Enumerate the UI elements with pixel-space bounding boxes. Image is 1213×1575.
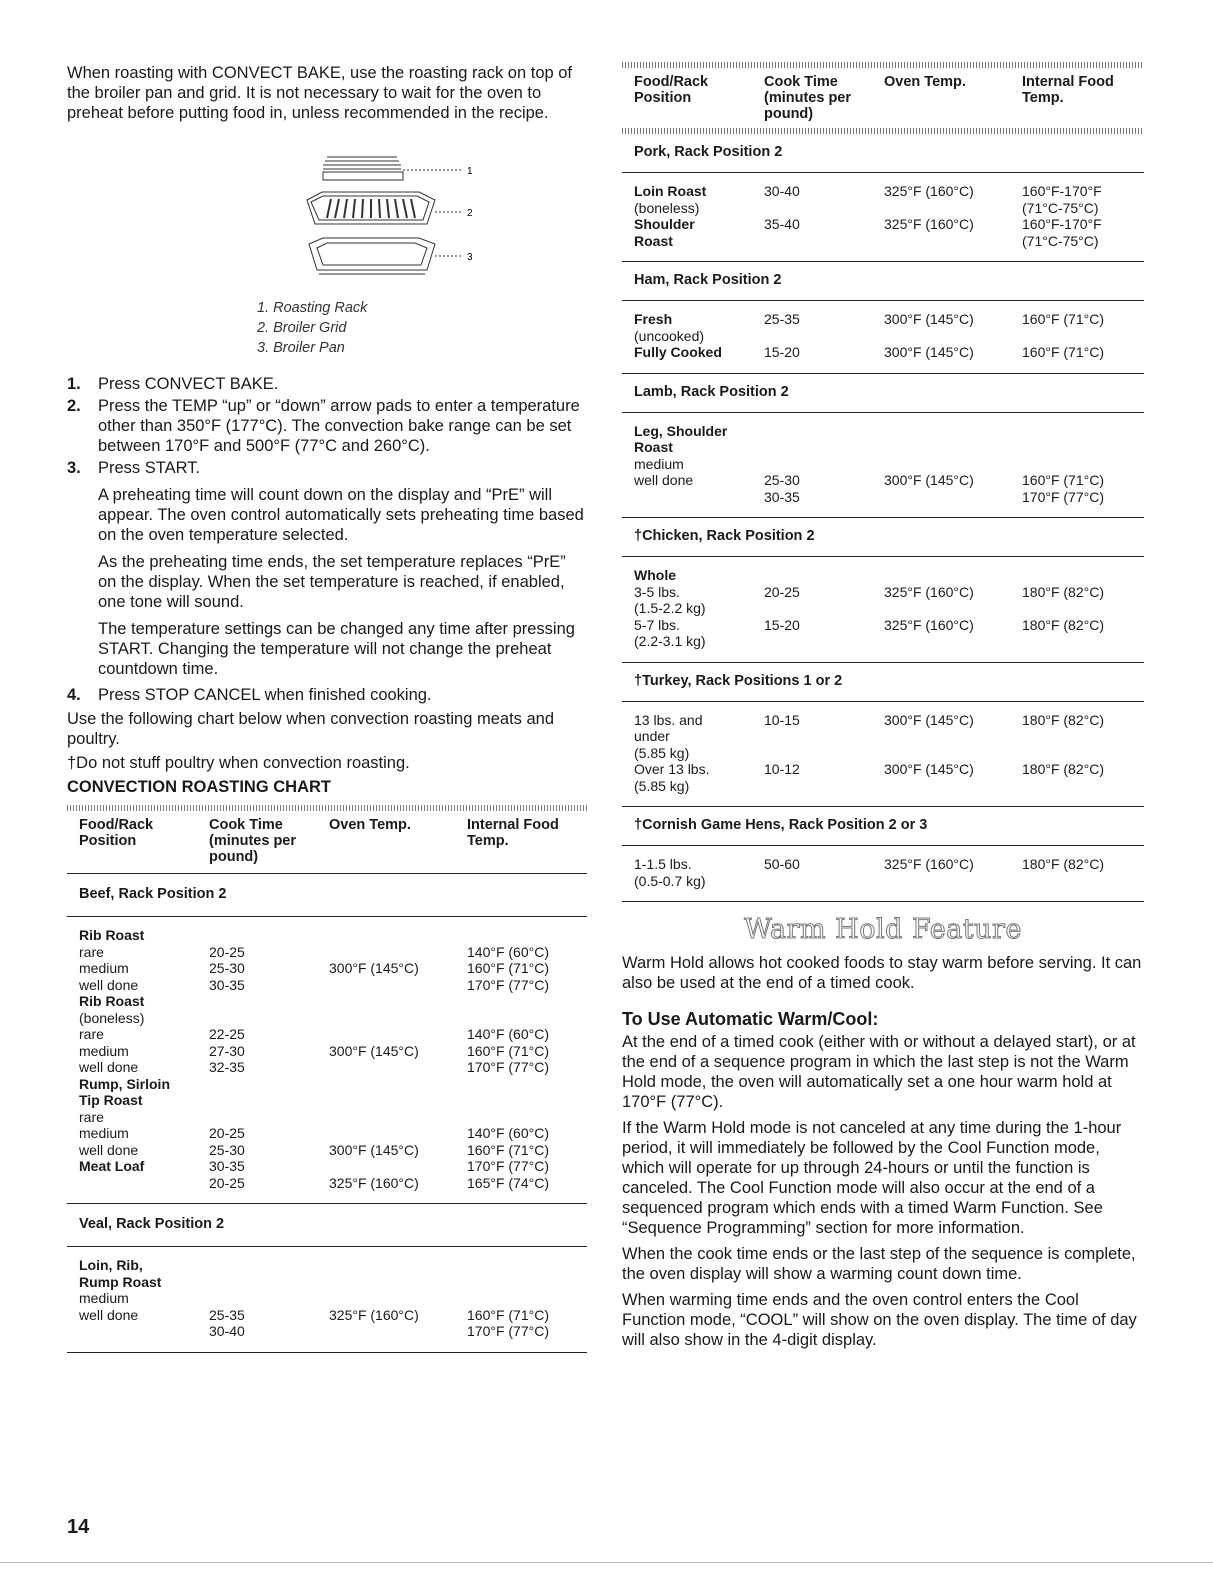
cell-food: Fresh bbox=[634, 311, 673, 327]
cell-cook-time bbox=[209, 927, 329, 944]
table-row bbox=[79, 1290, 587, 1307]
cell-internal-temp: 140°F (60°C) bbox=[467, 1125, 550, 1141]
caption-broiler-pan: 3. Broiler Pan bbox=[257, 340, 345, 356]
table-row bbox=[79, 1257, 587, 1274]
cell-internal-temp: 180°F (82°C) bbox=[1022, 856, 1105, 872]
cell-internal-temp: 170°F (77°C) bbox=[467, 1059, 550, 1075]
cell-food: Shoulder bbox=[634, 216, 695, 232]
cell-oven-temp bbox=[884, 200, 1022, 217]
cell-cook-time: 20-25 bbox=[209, 1174, 245, 1191]
cell-food: under bbox=[634, 728, 670, 744]
section-title: †Chicken, Rack Position 2 bbox=[622, 518, 1144, 557]
cell-food: rare bbox=[79, 1026, 104, 1042]
table-row bbox=[634, 600, 1144, 617]
section-title: Veal, Rack Position 2 bbox=[67, 1204, 587, 1247]
warm-hold-intro: Warm Hold allows hot cooked foods to stay warm before serving. It can also be used at the end of a timed cook. bbox=[622, 954, 1142, 992]
cell-food: rare bbox=[79, 1108, 104, 1125]
cell-food: medium bbox=[79, 1290, 129, 1306]
cell-cook-time bbox=[209, 1290, 329, 1307]
cell-internal-temp: 160°F (71°C) bbox=[1022, 472, 1105, 488]
step-2 bbox=[67, 396, 587, 456]
cell-food bbox=[634, 489, 764, 506]
header-oven-temp: Oven Temp. bbox=[329, 817, 411, 833]
step-text: Press START. bbox=[98, 459, 201, 477]
cell-cook-time: 20-25 bbox=[209, 943, 245, 960]
cell-cook-time bbox=[764, 200, 884, 217]
table-row bbox=[634, 200, 1144, 217]
cell-food: well done bbox=[79, 1306, 139, 1323]
cell-oven-temp bbox=[884, 439, 1022, 456]
section-title: Ham, Rack Position 2 bbox=[622, 262, 1144, 301]
cell-food: Loin, Rib, bbox=[79, 1257, 143, 1273]
cell-cook-time bbox=[764, 567, 884, 584]
header-internal-temp: Internal Food Temp. bbox=[1022, 74, 1114, 106]
cell-internal-temp bbox=[467, 1076, 587, 1093]
cell-food: well done bbox=[79, 976, 139, 993]
table-row bbox=[634, 489, 1144, 506]
cell-oven-temp bbox=[884, 233, 1022, 250]
cell-oven-temp: 300°F (145°C) bbox=[329, 1042, 419, 1059]
cell-oven-temp bbox=[329, 927, 467, 944]
cell-food: Rib Roast bbox=[79, 993, 145, 1009]
section-body bbox=[622, 173, 1144, 261]
cell-food: Whole bbox=[634, 567, 676, 583]
cell-internal-temp bbox=[1022, 456, 1142, 473]
cell-cook-time: 25-35 bbox=[764, 311, 800, 327]
cell-food: well done bbox=[79, 1141, 139, 1158]
cell-food: Rump, Sirloin bbox=[79, 1075, 170, 1092]
header-food-rack: Food/Rack Position bbox=[79, 817, 154, 849]
cell-cook-time bbox=[764, 745, 884, 762]
cell-oven-temp bbox=[329, 1125, 467, 1142]
section-body bbox=[622, 557, 1144, 662]
step-4 bbox=[67, 685, 587, 705]
cell-cook-time: 15-20 bbox=[764, 616, 800, 633]
cell-internal-temp bbox=[1022, 873, 1142, 890]
warm-hold-paragraph: When the cook time ends or the last step of the sequence is complete, the oven display will show a warming count down time. bbox=[622, 1245, 1136, 1283]
step-3-note: The temperature settings can be changed any time after pressing START. Changing the temperature will not change the preheat countdown time. bbox=[98, 620, 575, 678]
callout-2: 2 bbox=[467, 208, 473, 219]
cell-cook-time: 22-25 bbox=[209, 1026, 245, 1042]
caption-roasting-rack: 1. Roasting Rack bbox=[257, 300, 368, 316]
table-row bbox=[634, 778, 1144, 795]
table-section bbox=[622, 134, 1144, 262]
cell-oven-temp: 325°F (160°C) bbox=[884, 216, 974, 232]
cell-internal-temp: (71°C-75°C) bbox=[1022, 199, 1099, 216]
table-row bbox=[79, 1026, 587, 1043]
cell-oven-temp bbox=[329, 1026, 467, 1043]
cell-cook-time: 10-12 bbox=[764, 761, 800, 777]
section-title: †Cornish Game Hens, Rack Position 2 or 3 bbox=[622, 807, 1144, 846]
cell-food: Loin Roast bbox=[634, 183, 707, 199]
cell-internal-temp bbox=[467, 1290, 587, 1307]
table-row bbox=[634, 728, 1144, 745]
cell-internal-temp bbox=[1022, 633, 1142, 650]
table-section bbox=[67, 874, 587, 1204]
cell-food: Rump Roast bbox=[79, 1273, 162, 1290]
cell-internal-temp: 160°F (71°C) bbox=[467, 1042, 550, 1059]
cell-food: medium bbox=[634, 455, 684, 472]
cell-food: Roast bbox=[634, 439, 673, 455]
table-row bbox=[634, 328, 1144, 345]
section-body bbox=[67, 917, 587, 1203]
table-row bbox=[79, 1043, 587, 1060]
cell-cook-time bbox=[209, 1257, 329, 1274]
table-section bbox=[622, 374, 1144, 519]
step-number: 3. bbox=[67, 459, 81, 477]
cell-oven-temp: 300°F (145°C) bbox=[329, 1141, 419, 1158]
cell-internal-temp: 160°F (71°C) bbox=[467, 1141, 550, 1158]
cell-internal-temp: 160°F (71°C) bbox=[1022, 344, 1105, 360]
cell-internal-temp bbox=[1022, 778, 1142, 795]
cell-food: Over 13 lbs. bbox=[634, 761, 710, 777]
cell-food: Meat Loaf bbox=[79, 1158, 145, 1174]
cell-internal-temp: 140°F (60°C) bbox=[467, 1026, 550, 1042]
header-food-rack: Food/Rack Position bbox=[634, 74, 709, 106]
cell-internal-temp: 165°F (74°C) bbox=[467, 1174, 550, 1191]
table-row bbox=[634, 584, 1144, 601]
cell-internal-temp bbox=[467, 1010, 587, 1027]
table-row bbox=[79, 1158, 587, 1175]
cell-oven-temp bbox=[884, 328, 1022, 345]
cell-internal-temp: 170°F (77°C) bbox=[467, 976, 550, 993]
table-section bbox=[622, 807, 1144, 902]
table-row bbox=[634, 633, 1144, 650]
cell-oven-temp: 325°F (160°C) bbox=[329, 1174, 419, 1191]
cell-cook-time: 25-30 bbox=[209, 960, 245, 976]
cell-internal-temp bbox=[1022, 745, 1142, 762]
cell-food: (1.5-2.2 kg) bbox=[634, 600, 706, 616]
cell-oven-temp bbox=[329, 1010, 467, 1027]
cell-internal-temp bbox=[1022, 567, 1142, 584]
table-row bbox=[79, 993, 587, 1010]
cell-food: (boneless) bbox=[79, 1009, 145, 1026]
section-title: Lamb, Rack Position 2 bbox=[622, 374, 1144, 413]
cell-oven-temp bbox=[884, 745, 1022, 762]
table-section bbox=[622, 663, 1144, 808]
step-3-note: As the preheating time ends, the set temperature replaces “PrE” on the display. When the set temperature is reached, if enabled, one tone will sound. bbox=[98, 553, 566, 611]
cell-food: 5-7 lbs. bbox=[634, 616, 680, 633]
cell-food: medium bbox=[79, 1042, 129, 1059]
cell-food: (boneless) bbox=[634, 199, 700, 216]
header-internal-temp: Internal Food Temp. bbox=[467, 817, 559, 849]
cell-internal-temp bbox=[1022, 328, 1142, 345]
cell-food: medium bbox=[79, 1125, 129, 1141]
cell-cook-time bbox=[209, 1010, 329, 1027]
cell-food: (5.85 kg) bbox=[634, 744, 690, 761]
footer-rule bbox=[0, 1562, 1213, 1563]
table-row bbox=[634, 456, 1144, 473]
cell-food: (0.5-0.7 kg) bbox=[634, 872, 706, 889]
table-row bbox=[79, 1109, 587, 1126]
cell-oven-temp bbox=[329, 944, 467, 961]
cell-oven-temp bbox=[329, 1076, 467, 1093]
cell-internal-temp bbox=[1022, 728, 1142, 745]
cell-internal-temp bbox=[1022, 600, 1142, 617]
table-row bbox=[79, 1076, 587, 1093]
cell-oven-temp bbox=[884, 423, 1022, 440]
cell-food: 13 lbs. and bbox=[634, 711, 703, 728]
cell-food: Roast bbox=[634, 232, 673, 249]
chart-instruction: Use the following chart below when convection roasting meats and poultry. bbox=[67, 710, 555, 748]
table-row bbox=[634, 472, 1144, 489]
cell-cook-time bbox=[764, 328, 884, 345]
cell-internal-temp: 170°F (77°C) bbox=[467, 1158, 550, 1174]
intro-paragraph: When roasting with CONVECT BAKE, use the roasting rack on top of the broiler pan and grid. It is not necessary to wait for the oven to preheat before putting food in, unless recommended in the recipe. bbox=[67, 64, 573, 122]
warm-cool-heading: To Use Automatic Warm/Cool: bbox=[622, 1009, 879, 1029]
cell-internal-temp bbox=[467, 1274, 587, 1291]
caption-broiler-grid: 2. Broiler Grid bbox=[257, 320, 347, 336]
cell-oven-temp bbox=[884, 600, 1022, 617]
cell-internal-temp: 180°F (82°C) bbox=[1022, 711, 1105, 728]
cell-food: (5.85 kg) bbox=[634, 777, 690, 794]
cell-internal-temp bbox=[1022, 423, 1142, 440]
table-row bbox=[79, 1059, 587, 1076]
table-row bbox=[634, 873, 1144, 890]
table-row bbox=[79, 960, 587, 977]
cell-internal-temp: 160°F (71°C) bbox=[467, 1306, 550, 1323]
cell-cook-time bbox=[764, 423, 884, 440]
table-section bbox=[67, 1204, 587, 1353]
section-body bbox=[622, 413, 1144, 518]
cell-food bbox=[79, 1323, 209, 1340]
step-number: 2. bbox=[67, 397, 81, 415]
step-1 bbox=[67, 374, 587, 394]
cell-oven-temp: 300°F (145°C) bbox=[884, 472, 974, 488]
table-row bbox=[79, 944, 587, 961]
section-title: Pork, Rack Position 2 bbox=[622, 134, 1144, 173]
cell-internal-temp: 160°F (71°C) bbox=[467, 960, 550, 976]
cell-cook-time: 10-15 bbox=[764, 711, 800, 728]
cell-cook-time: 35-40 bbox=[764, 216, 800, 232]
cell-internal-temp bbox=[467, 927, 587, 944]
section-body bbox=[622, 846, 1144, 901]
table-row bbox=[634, 745, 1144, 762]
step-number: 4. bbox=[67, 686, 81, 704]
section-title: Beef, Rack Position 2 bbox=[67, 874, 587, 917]
cell-oven-temp: 325°F (160°C) bbox=[884, 183, 974, 199]
cell-oven-temp bbox=[329, 1092, 467, 1109]
table-row bbox=[634, 439, 1144, 456]
page-number: 14 bbox=[67, 1516, 90, 1538]
cell-oven-temp bbox=[329, 1257, 467, 1274]
warm-hold-title: Warm Hold Feature bbox=[744, 914, 1022, 945]
table-row bbox=[79, 1092, 587, 1109]
cell-cook-time: 50-60 bbox=[764, 856, 800, 872]
callout-1: 1 bbox=[467, 166, 473, 177]
cell-food: medium bbox=[79, 960, 129, 976]
cell-oven-temp bbox=[329, 993, 467, 1010]
cell-internal-temp: 180°F (82°C) bbox=[1022, 616, 1105, 633]
cell-cook-time: 27-30 bbox=[209, 1042, 245, 1059]
cell-internal-temp: 160°F-170°F bbox=[1022, 183, 1102, 199]
cell-cook-time bbox=[209, 1274, 329, 1291]
cell-internal-temp: 180°F (82°C) bbox=[1022, 583, 1105, 600]
cell-cook-time: 30-40 bbox=[209, 1323, 245, 1339]
cell-cook-time: 25-30 bbox=[764, 472, 800, 488]
cell-cook-time: 32-35 bbox=[209, 1059, 245, 1075]
table-section bbox=[622, 518, 1144, 663]
cell-oven-temp bbox=[329, 1158, 467, 1175]
cell-oven-temp bbox=[884, 728, 1022, 745]
step-text: Press CONVECT BAKE. bbox=[98, 375, 279, 393]
cell-oven-temp: 300°F (145°C) bbox=[884, 311, 974, 327]
table-row bbox=[79, 1175, 587, 1192]
step-3 bbox=[67, 458, 587, 478]
cell-food: (2.2-3.1 kg) bbox=[634, 633, 706, 649]
cell-internal-temp: 160°F-170°F bbox=[1022, 216, 1102, 232]
cell-oven-temp: 325°F (160°C) bbox=[884, 583, 974, 600]
table-row bbox=[634, 712, 1144, 729]
cell-internal-temp: 140°F (60°C) bbox=[467, 943, 550, 960]
header-cook-time: Cook Time (minutes per pound) bbox=[209, 817, 297, 865]
table-row bbox=[79, 1274, 587, 1291]
cell-oven-temp: 325°F (160°C) bbox=[884, 856, 974, 872]
cell-internal-temp: 170°F (77°C) bbox=[1022, 488, 1105, 505]
cell-food: Leg, Shoulder bbox=[634, 422, 728, 439]
warm-hold-paragraph: When warming time ends and the oven control enters the Cool Function mode, “COOL” will show on the oven display. The time of day will also show in the 4-digit display. bbox=[622, 1291, 1137, 1349]
cell-oven-temp: 300°F (145°C) bbox=[329, 960, 419, 976]
table-section bbox=[622, 262, 1144, 374]
cell-cook-time bbox=[764, 778, 884, 795]
cell-food: well done bbox=[79, 1059, 139, 1075]
table-row bbox=[634, 311, 1144, 328]
step-3-note: A preheating time will count down on the display and “PrE” will appear. The oven control automatically sets preheating time based on the oven temperature selected. bbox=[98, 486, 584, 544]
cell-oven-temp: 325°F (160°C) bbox=[329, 1306, 419, 1323]
stuffing-note: †Do not stuff poultry when convection roasting. bbox=[67, 754, 410, 772]
cell-internal-temp: (71°C-75°C) bbox=[1022, 232, 1099, 249]
cell-cook-time: 20-25 bbox=[764, 583, 800, 600]
cell-internal-temp: 170°F (77°C) bbox=[467, 1323, 550, 1339]
cell-cook-time bbox=[764, 873, 884, 890]
table-row bbox=[79, 1307, 587, 1324]
table-row bbox=[634, 567, 1144, 584]
table-row bbox=[634, 216, 1144, 233]
broiler-pan-icon bbox=[257, 152, 487, 287]
table-row bbox=[79, 977, 587, 994]
cell-internal-temp bbox=[467, 993, 587, 1010]
cell-food: rare bbox=[79, 943, 104, 960]
header-cook-time: Cook Time (minutes per pound) bbox=[764, 74, 852, 122]
cell-cook-time bbox=[209, 1092, 329, 1109]
cell-cook-time bbox=[764, 456, 884, 473]
cell-oven-temp bbox=[884, 456, 1022, 473]
right-roasting-table bbox=[622, 62, 1144, 1350]
table-row bbox=[634, 233, 1144, 250]
broiler-illustration bbox=[257, 152, 487, 287]
header-oven-temp: Oven Temp. bbox=[884, 74, 966, 90]
cell-internal-temp bbox=[1022, 439, 1142, 456]
cell-internal-temp bbox=[467, 1109, 587, 1126]
illustration-captions bbox=[257, 298, 367, 358]
cell-cook-time: 25-30 bbox=[209, 1141, 245, 1158]
cell-cook-time bbox=[209, 1076, 329, 1093]
cell-internal-temp bbox=[467, 1092, 587, 1109]
cell-cook-time: 30-40 bbox=[764, 183, 800, 199]
section-title: †Turkey, Rack Positions 1 or 2 bbox=[622, 663, 1144, 702]
cell-internal-temp: 160°F (71°C) bbox=[1022, 311, 1105, 327]
cell-cook-time: 25-35 bbox=[209, 1306, 245, 1323]
cell-food: 3-5 lbs. bbox=[634, 583, 680, 600]
cell-cook-time bbox=[764, 633, 884, 650]
cell-oven-temp bbox=[329, 1109, 467, 1126]
chart-title: CONVECTION ROASTING CHART bbox=[67, 778, 331, 796]
table-row bbox=[79, 1142, 587, 1159]
cell-cook-time bbox=[209, 1109, 329, 1126]
cell-cook-time bbox=[764, 439, 884, 456]
cell-internal-temp: 180°F (82°C) bbox=[1022, 761, 1105, 777]
cell-oven-temp bbox=[329, 977, 467, 994]
section-body bbox=[67, 1247, 587, 1352]
cell-oven-temp: 300°F (145°C) bbox=[884, 344, 974, 360]
table-row bbox=[634, 617, 1144, 634]
cell-oven-temp bbox=[329, 1059, 467, 1076]
cell-food: well done bbox=[634, 472, 694, 488]
cell-food: 1-1.5 lbs. bbox=[634, 856, 692, 872]
table-row bbox=[634, 761, 1144, 778]
cell-food bbox=[79, 1175, 209, 1192]
steps-list bbox=[67, 374, 587, 1353]
warm-hold-paragraph: At the end of a timed cook (either with or without a delayed start), or at the end of a sequence program in which the last step is not the Warm Hold mode, the oven will automatically set a one hour warm hold at 170°F (77°C). bbox=[622, 1033, 1136, 1111]
cell-oven-temp: 300°F (145°C) bbox=[884, 761, 974, 777]
cell-oven-temp: 300°F (145°C) bbox=[884, 711, 974, 728]
warm-hold-paragraph: If the Warm Hold mode is not canceled at any time during the 1-hour period, it will immediately be followed by the Cool Function mode, which will operate for up through 24-hours or until the function is canceled. The Cool Function mode will also occur at the end of a sequenced program which ends with a timed Warm Function. See “Sequence Programming” section for more information. bbox=[622, 1119, 1122, 1237]
cell-oven-temp bbox=[884, 489, 1022, 506]
step-number: 1. bbox=[67, 375, 81, 393]
cell-food: Tip Roast bbox=[79, 1092, 143, 1108]
table-row bbox=[79, 1125, 587, 1142]
cell-food: Fully Cooked bbox=[634, 344, 722, 360]
cell-cook-time bbox=[764, 600, 884, 617]
cell-cook-time: 15-20 bbox=[764, 344, 800, 360]
cell-cook-time bbox=[764, 233, 884, 250]
table-row bbox=[79, 1323, 587, 1340]
cell-cook-time: 30-35 bbox=[209, 1158, 245, 1174]
table-row bbox=[79, 1010, 587, 1027]
cell-cook-time: 20-25 bbox=[209, 1125, 245, 1141]
table-header bbox=[622, 68, 1144, 128]
table-row bbox=[634, 344, 1144, 361]
cell-cook-time: 30-35 bbox=[764, 488, 800, 505]
section-body bbox=[622, 702, 1144, 807]
cell-oven-temp bbox=[329, 1274, 467, 1291]
cell-oven-temp bbox=[884, 778, 1022, 795]
step-text: Press the TEMP “up” or “down” arrow pads to enter a temperature other than 350°F (177°C). The convection bake range can be set between 170°F and 500°F (77°C and 260°C). bbox=[98, 397, 580, 455]
cell-cook-time: 30-35 bbox=[209, 976, 245, 993]
callout-3: 3 bbox=[467, 252, 473, 263]
cell-cook-time bbox=[764, 728, 884, 745]
step-text: Press STOP CANCEL when finished cooking. bbox=[98, 686, 432, 704]
table-row bbox=[634, 423, 1144, 440]
cell-oven-temp bbox=[884, 873, 1022, 890]
cell-cook-time bbox=[209, 993, 329, 1010]
cell-oven-temp: 325°F (160°C) bbox=[884, 616, 974, 633]
table-header bbox=[67, 811, 587, 874]
left-roasting-table bbox=[67, 805, 587, 1353]
table-row bbox=[79, 927, 587, 944]
cell-internal-temp bbox=[467, 1257, 587, 1274]
section-body bbox=[622, 301, 1144, 373]
cell-oven-temp bbox=[329, 1290, 467, 1307]
table-row bbox=[634, 183, 1144, 200]
table-row bbox=[634, 856, 1144, 873]
cell-food: (uncooked) bbox=[634, 327, 705, 344]
cell-oven-temp bbox=[884, 633, 1022, 650]
cell-oven-temp bbox=[329, 1323, 467, 1340]
cell-oven-temp bbox=[884, 567, 1022, 584]
cell-food: Rib Roast bbox=[79, 927, 145, 943]
